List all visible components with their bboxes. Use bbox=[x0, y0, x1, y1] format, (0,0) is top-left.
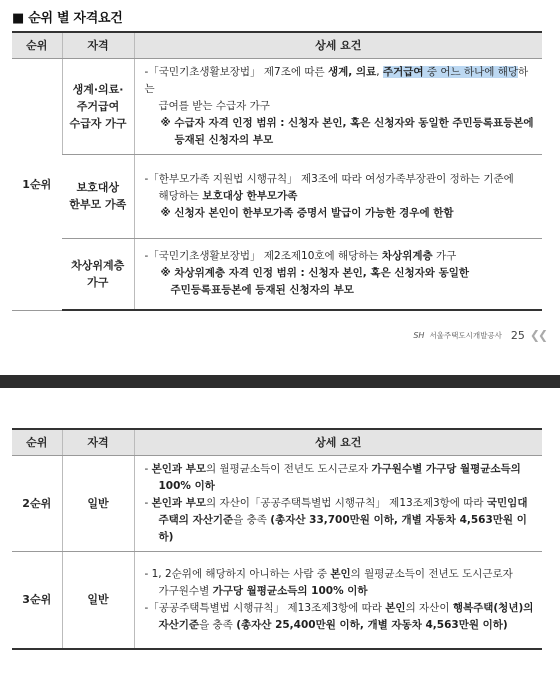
rank-cell: 2순위 bbox=[12, 455, 62, 551]
detail-line: 주택의 자산기준을 충족 (총자산 33,700만원 이하, 개별 자동차 4,563만원 이하) bbox=[158, 513, 527, 543]
header-rank: 순위 bbox=[12, 429, 62, 455]
header-qualification: 자격 bbox=[62, 429, 134, 455]
eligibility-table-rank1 bbox=[12, 31, 542, 311]
detail-line: -「국민기초생활보장법」 제2조제10호에 해당하는 차상위계층 가구 bbox=[144, 250, 457, 263]
rank-cell: 3순위 bbox=[12, 551, 62, 649]
header-details: 상세 요건 bbox=[134, 32, 542, 58]
organization-name: 서울주택도시개발공사 bbox=[429, 330, 502, 340]
previous-page-chevron-icon[interactable]: ❮❮ bbox=[529, 328, 546, 342]
header-qualification: 자격 bbox=[62, 32, 134, 58]
section-title: ■ 순위 별 자격요건 bbox=[12, 11, 123, 26]
highlighted-text: 주거급여 bbox=[382, 65, 424, 78]
table-row bbox=[12, 238, 542, 310]
table-row bbox=[12, 551, 542, 649]
qualification-cell: 생계·의료· 주거급여 수급자 가구 bbox=[62, 58, 134, 154]
table-row bbox=[12, 58, 542, 154]
note-line: 등재된 신청자의 부모 bbox=[174, 133, 274, 146]
qualification-cell: 차상위계층 가구 bbox=[62, 238, 134, 310]
note-line: 주민등록표등본에 등재된 신청자의 부모 bbox=[170, 284, 354, 297]
detail-line: 자산기준을 충족 (총자산 25,400만원 이하, 개별 자동차 4,563만원 이하) bbox=[158, 618, 508, 631]
detail-line: 해당하는 보호대상 한부모가족 bbox=[158, 189, 298, 202]
detail-line: - 본인과 부모의 자산이「공공주택특별법 시행규칙」 제13조제3항에 따라 국민임대 bbox=[144, 496, 528, 509]
eligibility-table-rank2-3 bbox=[12, 428, 542, 650]
table-row bbox=[12, 154, 542, 238]
qualification-cell: 보호대상 한부모 가족 bbox=[62, 154, 134, 238]
qualification-cell: 일반 bbox=[62, 455, 134, 551]
detail-line: - 본인과 부모의 월평균소득이 전년도 도시근로자 가구원수별 가구당 월평균소득의 bbox=[144, 462, 521, 475]
note-line: ※ 신청자 본인이 한부모가족 증명서 발급이 가능한 경우에 한함 bbox=[160, 206, 454, 219]
note-line: ※ 수급자 자격 인정 범위 : 신청자 본인, 혹은 신청자와 동일한 주민등록표등본에 bbox=[160, 116, 534, 129]
qualification-cell: 일반 bbox=[62, 551, 134, 649]
header-details: 상세 요건 bbox=[134, 429, 542, 455]
page-number: 25 bbox=[510, 328, 525, 342]
page-divider bbox=[0, 375, 560, 388]
rank-cell: 1순위 bbox=[12, 58, 62, 310]
detail-cell bbox=[134, 455, 542, 551]
sh-logo: SH bbox=[413, 330, 425, 340]
detail-line: - 1, 2순위에 해당하지 아니하는 사람 중 본인의 월평균소득이 전년도 도시근로자 bbox=[144, 567, 513, 580]
detail-line: -「공공주택특별법 시행규칙」 제13조제3항에 따라 본인의 자산이 행복주택(청년)의 bbox=[144, 601, 534, 614]
header-rank: 순위 bbox=[12, 32, 62, 58]
detail-line: 가구원수별 가구당 월평균소득의 100% 이하 bbox=[158, 584, 368, 597]
detail-cell bbox=[134, 154, 542, 238]
table-row bbox=[12, 455, 542, 551]
note-line: ※ 차상위계층 자격 인정 범위 : 신청자 본인, 혹은 신청자와 동일한 bbox=[160, 267, 470, 280]
page-footer bbox=[413, 328, 546, 342]
detail-cell bbox=[134, 551, 542, 649]
detail-line: -「국민기초생활보장법」 제7조에 따른 생계, 의료, 주거급여 중 어느 하나에 해당하는 bbox=[144, 65, 529, 95]
detail-line: -「한부모가족 지원법 시행규칙」 제3조에 따라 여성가족부장관이 정하는 기준에 bbox=[144, 172, 514, 185]
detail-cell bbox=[134, 238, 542, 310]
detail-line: 급여를 받는 수급자 가구 bbox=[158, 99, 270, 112]
detail-cell bbox=[134, 58, 542, 154]
detail-line: 100% 이하 bbox=[158, 479, 215, 492]
